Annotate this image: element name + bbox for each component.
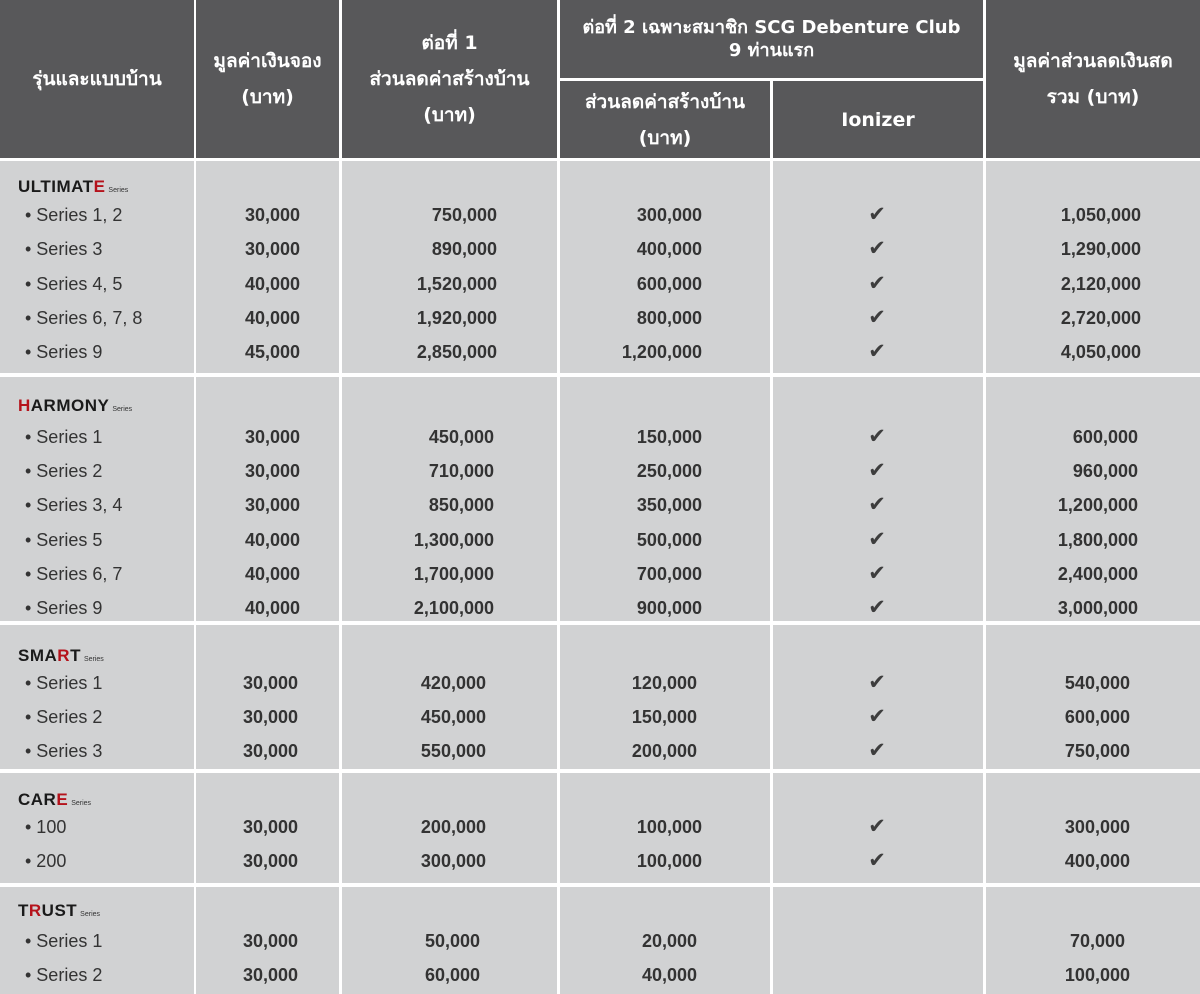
brand-logo [18,790,91,810]
second-discount-value: 250,000 [636,461,702,481]
header-first [342,0,557,158]
deposit-value: 40,000 [244,564,300,584]
total-value: 2,120,000 [1060,274,1141,294]
deposit-value: 40,000 [244,308,300,328]
total-value: 1,290,000 [1060,239,1141,259]
brand-accent: R [57,646,71,665]
second-discount-value: 100,000 [636,851,702,871]
header-second-group-line1: ต่อที่ 2 เฉพาะสมาชิก SCG Debenture Club [582,17,961,38]
deposit-value: 30,000 [242,851,298,871]
second-discount-value: 150,000 [631,707,697,727]
check-icon: ✔ [868,236,886,260]
brand-sub: Series [71,800,92,807]
first-discount-value: 1,700,000 [413,564,494,584]
second-discount-value: 600,000 [636,274,702,294]
second-discount-value: 150,000 [636,427,702,447]
first-discount-value: 2,100,000 [413,598,494,618]
total-value: 600,000 [1064,707,1130,727]
total-value: 540,000 [1064,673,1130,693]
total-value: 600,000 [1072,427,1138,447]
check-icon: ✔ [868,595,886,619]
check-icon: ✔ [868,305,886,329]
brand-accent: E [56,790,69,809]
total-value: 70,000 [1069,931,1125,951]
row-label: • Series 6, 7, 8 [25,308,143,328]
deposit-value: 30,000 [244,461,300,481]
row-label: • Series 1 [25,673,103,693]
brand-text: ULTIMAT [18,177,94,196]
total-value: 100,000 [1064,965,1130,985]
deposit-value: 30,000 [242,741,298,761]
row-label: • Series 1 [25,931,103,951]
header-total-line1: มูลค่าส่วนลดเงินสด [1013,50,1173,72]
second-discount-value: 200,000 [631,741,697,761]
first-discount-value: 200,000 [420,817,486,837]
row-label: • Series 2 [25,965,103,985]
total-value: 960,000 [1072,461,1138,481]
header-ionizer-text: Ionizer [841,108,915,131]
brand-text: T [70,646,81,665]
header-total-line2: รวม (บาท) [1046,86,1140,108]
brand-accent: H [18,396,31,415]
header-second-group-line2: 9 ท่านแรก [728,40,815,61]
total-value: 4,050,000 [1060,342,1141,362]
deposit-value: 30,000 [242,817,298,837]
brand-logo [18,646,104,666]
header-deposit-line1: มูลค่าเงินจอง [213,50,322,72]
brand-accent: R [28,901,42,920]
header-total [986,0,1200,158]
row-label: • Series 3, 4 [25,495,123,515]
header-ionizer [773,81,983,158]
first-discount-value: 450,000 [428,427,494,447]
header-model-text: รุ่นและแบบบ้าน [32,68,162,90]
header-second-discount-line2: (บาท) [638,126,692,149]
header-second-discount [560,81,770,158]
first-discount-value: 420,000 [420,673,486,693]
deposit-value: 30,000 [244,427,300,447]
total-value: 1,200,000 [1057,495,1138,515]
second-discount-value: 400,000 [636,239,702,259]
brand-sub: Series [83,656,104,663]
deposit-value: 40,000 [244,530,300,550]
check-icon: ✔ [868,271,886,295]
row-label: • Series 5 [25,530,103,550]
header-first-line3: (บาท) [423,104,476,126]
second-discount-value: 120,000 [631,673,697,693]
brand-sub: Series [80,911,101,918]
second-discount-value: 1,200,000 [621,342,702,362]
deposit-value: 30,000 [244,495,300,515]
header-first-line2: ส่วนลดค่าสร้างบ้าน [369,68,530,90]
second-discount-value: 300,000 [636,205,702,225]
row-label: • Series 9 [25,598,103,618]
brand-sub: Series [112,406,133,413]
check-icon: ✔ [868,424,886,448]
deposit-value: 30,000 [244,239,300,259]
second-discount-value: 700,000 [636,564,702,584]
first-discount-value: 710,000 [428,461,494,481]
first-discount-value: 550,000 [420,741,486,761]
row-label: • 100 [25,817,67,837]
total-value: 400,000 [1064,851,1130,871]
header-second-group [560,0,983,78]
brand-logo [18,396,132,416]
row-label: • Series 9 [25,342,103,362]
brand-text: UST [41,901,78,920]
deposit-value: 30,000 [242,965,298,985]
check-icon: ✔ [868,527,886,551]
total-value: 2,720,000 [1060,308,1141,328]
row-label: • Series 6, 7 [25,564,123,584]
total-value: 750,000 [1064,741,1130,761]
second-discount-value: 800,000 [636,308,702,328]
header-first-line1: ต่อที่ 1 [421,32,478,54]
header-model [0,0,194,158]
check-icon: ✔ [868,704,886,728]
total-value: 1,800,000 [1057,530,1138,550]
check-icon: ✔ [868,492,886,516]
first-discount-value: 850,000 [428,495,494,515]
check-icon: ✔ [868,202,886,226]
first-discount-value: 1,920,000 [416,308,497,328]
second-discount-value: 20,000 [641,931,697,951]
first-discount-value: 50,000 [424,931,480,951]
brand-text: SMA [18,646,58,665]
section-bg [773,887,983,994]
check-icon: ✔ [868,848,886,872]
first-discount-value: 300,000 [420,851,486,871]
row-label: • Series 2 [25,707,103,727]
check-icon: ✔ [868,458,886,482]
first-discount-value: 2,850,000 [416,342,497,362]
check-icon: ✔ [868,814,886,838]
first-discount-value: 890,000 [431,239,497,259]
total-value: 1,050,000 [1060,205,1141,225]
row-label: • Series 2 [25,461,103,481]
check-icon: ✔ [868,670,886,694]
check-icon: ✔ [868,561,886,585]
row-label: • 200 [25,851,67,871]
row-label: • Series 3 [25,741,103,761]
second-discount-value: 500,000 [636,530,702,550]
row-label: • Series 1, 2 [25,205,123,225]
header-deposit-line2: (บาท) [241,86,294,108]
row-label: • Series 1 [25,427,103,447]
first-discount-value: 1,300,000 [413,530,494,550]
deposit-value: 40,000 [244,598,300,618]
deposit-value: 30,000 [242,673,298,693]
deposit-value: 30,000 [244,205,300,225]
first-discount-value: 750,000 [431,205,497,225]
row-label: • Series 4, 5 [25,274,123,294]
second-discount-value: 100,000 [636,817,702,837]
brand-text: CAR [18,790,57,809]
first-discount-value: 450,000 [420,707,486,727]
second-discount-value: 40,000 [641,965,697,985]
deposit-value: 30,000 [242,707,298,727]
total-value: 2,400,000 [1057,564,1138,584]
deposit-value: 30,000 [242,931,298,951]
row-label: • Series 3 [25,239,103,259]
header-deposit [196,0,339,158]
total-value: 3,000,000 [1057,598,1138,618]
check-icon: ✔ [868,339,886,363]
first-discount-value: 60,000 [424,965,480,985]
brand-logo [18,901,100,921]
second-discount-value: 900,000 [636,598,702,618]
brand-text: T [18,901,29,920]
total-value: 300,000 [1064,817,1130,837]
brand-sub: Series [108,187,129,194]
second-discount-value: 350,000 [636,495,702,515]
brand-text: ARMONY [30,396,110,415]
header-second-discount-line1: ส่วนลดค่าสร้างบ้าน [584,90,746,113]
deposit-value: 40,000 [244,274,300,294]
brand-accent: E [93,177,106,196]
deposit-value: 45,000 [244,342,300,362]
first-discount-value: 1,520,000 [416,274,497,294]
check-icon: ✔ [868,738,886,762]
brand-logo [18,177,128,197]
